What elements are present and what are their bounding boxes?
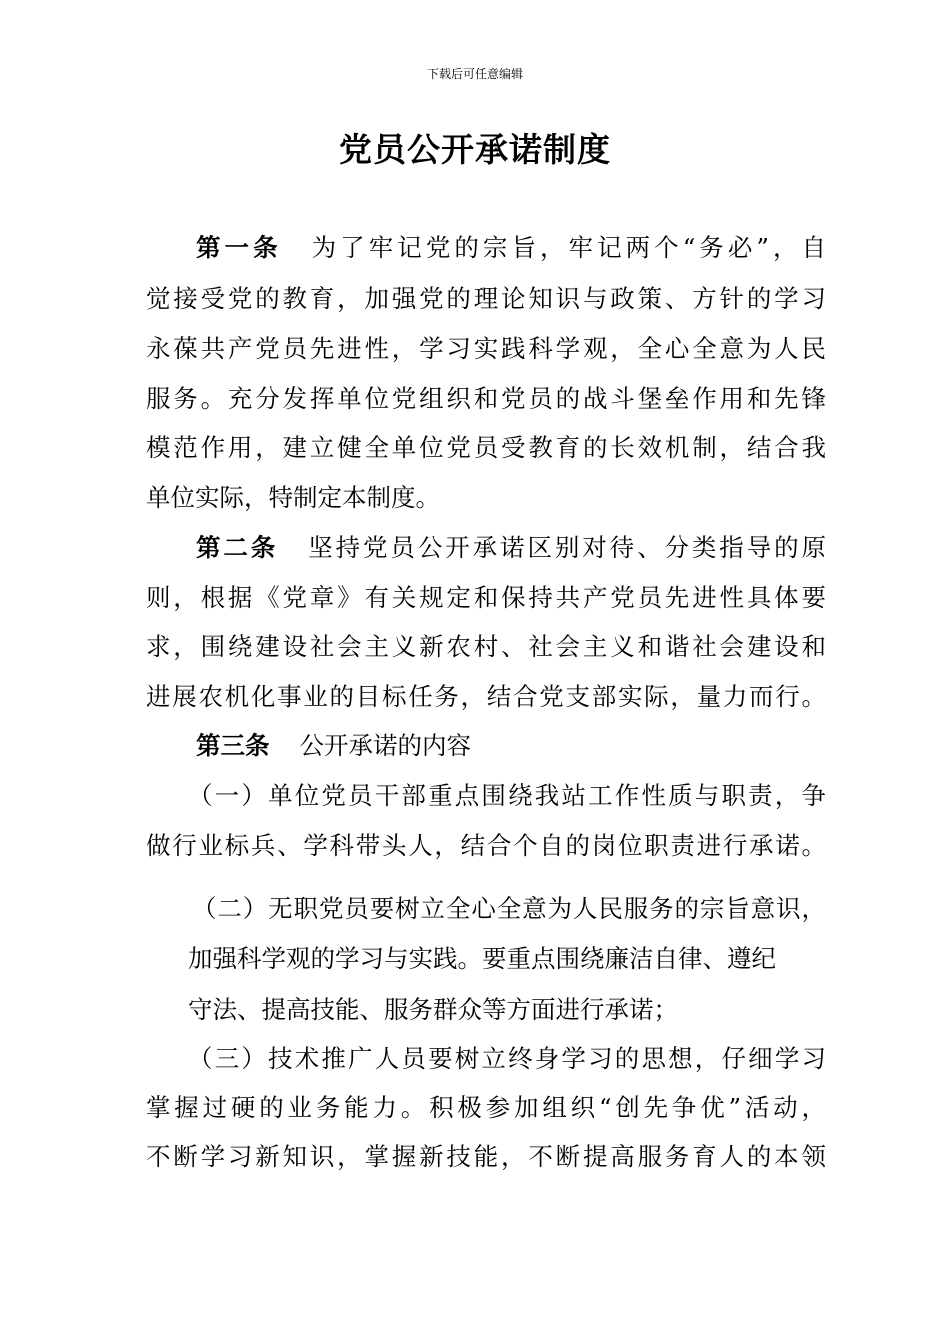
article-1-line-2: 觉接受党的教育，加强党的理论知识与政策、方针的学习 [146, 284, 826, 313]
article-2-text: 坚持党员公开承诺区别对待、分类指导的原 [308, 533, 827, 562]
item-2-line-2: 加强科学观的学习与实践。要重点围绕廉洁自律、遵纪 [188, 944, 776, 973]
article-1-line-6: 单位实际，特制定本制度。 [146, 483, 440, 512]
article-1-text: 为了牢记党的宗旨，牢记两个“务必”，自 [311, 233, 826, 262]
document-title: 党员公开承诺制度 [339, 130, 611, 169]
article-1-line-3: 永葆共产党员先进性，学习实践科学观，全心全意为人民 [146, 334, 826, 363]
header-note: 下载后可任意编辑 [426, 67, 523, 81]
article-2-line-4: 进展农机化事业的目标任务，结合党支部实际，量力而行。 [146, 682, 826, 711]
article-1-line-5: 模范作用，建立健全单位党员受教育的长效机制，结合我 [146, 433, 826, 462]
article-3-text: 公开承诺的内容 [299, 731, 471, 760]
article-1-line-1 [196, 232, 826, 264]
article-3-line-1 [196, 730, 826, 762]
item-3-line-2: 掌握过硬的业务能力。积极参加组织“创先争优”活动， [146, 1093, 826, 1122]
item-1-line-1: （一）单位党员干部重点围绕我站工作性质与职责，争 [188, 781, 826, 810]
article-2-line-3: 求，围绕建设社会主义新农村、社会主义和谐社会建设和 [146, 632, 826, 661]
item-2-line-3: 守法、提高技能、服务群众等方面进行承诺； [188, 995, 678, 1024]
item-3-line-1: （三）技术推广人员要树立终身学习的思想，仔细学习 [188, 1044, 826, 1073]
article-3-label: 第三条 [196, 731, 270, 760]
item-2-line-1: （二）无职党员要树立全心全意为人民服务的宗旨意识， [192, 894, 826, 923]
article-2-line-2: 则，根据《党章》有关规定和保持共产党员先进性具体要 [146, 583, 826, 612]
article-1-label: 第一条 [196, 233, 282, 262]
article-1-line-4: 服务。充分发挥单位党组织和党员的战斗堡垒作用和先锋 [146, 384, 826, 413]
article-2-line-1 [196, 532, 826, 564]
item-3-line-3: 不断学习新知识，掌握新技能，不断提高服务育人的本领 [146, 1142, 826, 1171]
article-2-label: 第二条 [196, 533, 279, 562]
item-1-line-2: 做行业标兵、学科带头人，结合个自的岗位职责进行承诺。 [146, 831, 826, 860]
